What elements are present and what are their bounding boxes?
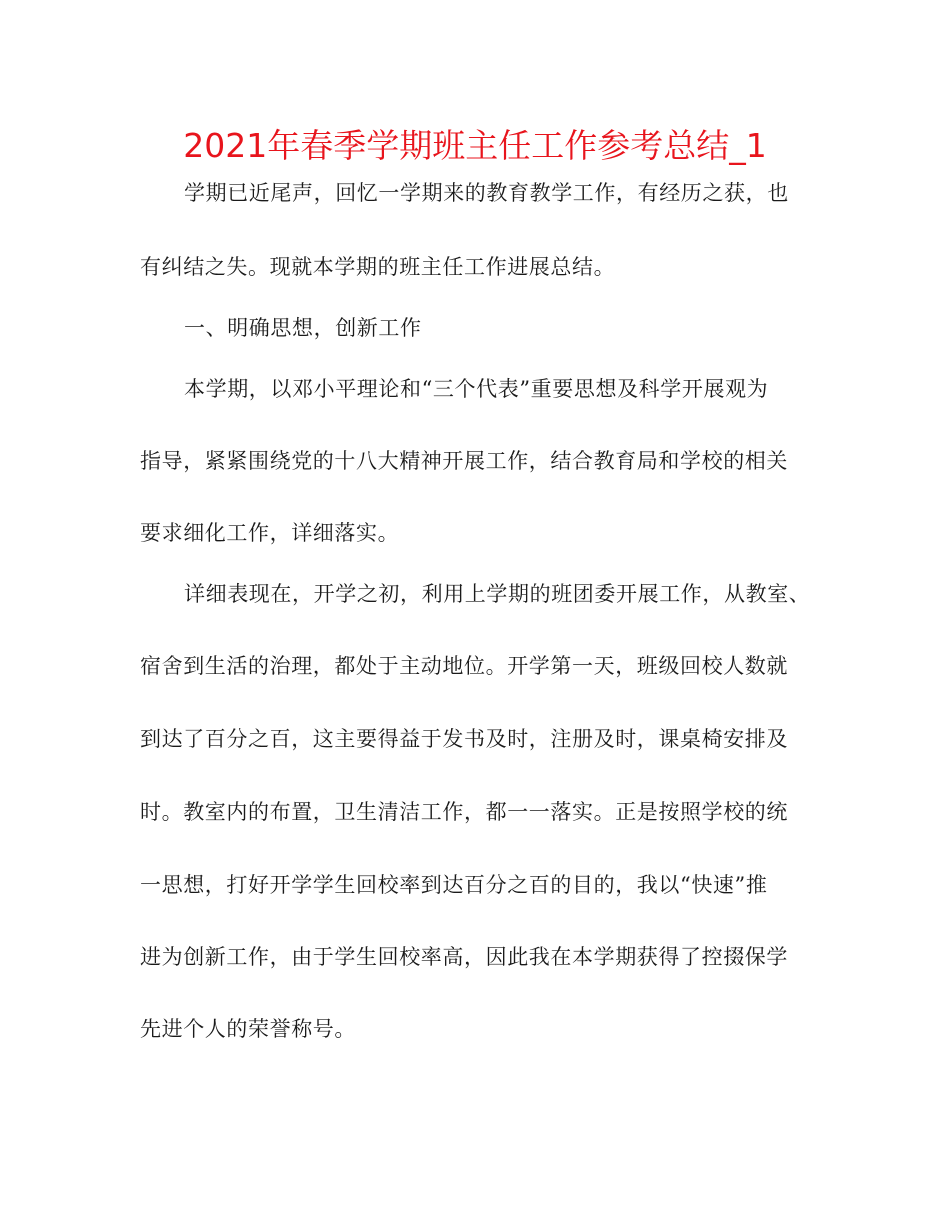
paragraph-line: 宿舍到生活的治理，都处于主动地位。开学第一天，班级回校人数就 bbox=[140, 654, 788, 678]
paragraph-line: 指导，紧紧围绕党的十八大精神开展工作，结合教育局和学校的相关 bbox=[140, 449, 788, 473]
paragraph-line: 学期已近尾声，回忆一学期来的教育教学工作，有经历之获，也 bbox=[184, 181, 789, 205]
paragraph-line: 先进个人的荣誉称号。 bbox=[140, 1017, 356, 1041]
section-heading: 一、明确思想，创新工作 bbox=[184, 316, 422, 340]
paragraph-line: 进为创新工作，由于学生回校率高，因此我在本学期获得了控掇保学 bbox=[140, 945, 788, 969]
paragraph-line: 本学期，以邓小平理论和“三个代表”重要思想及科学开展观为 bbox=[184, 377, 769, 401]
paragraph-line: 要求细化工作，详细落实。 bbox=[140, 521, 400, 545]
paragraph-line: 一思想，打好开学学生回校率到达百分之百的目的，我以“快速”推 bbox=[140, 873, 768, 897]
paragraph-line: 到达了百分之百，这主要得益于发书及时，注册及时，课桌椅安排及 bbox=[140, 727, 788, 751]
document-title: 2021年春季学期班主任工作参考总结_1 bbox=[183, 126, 767, 165]
paragraph-line: 时。教室内的布置，卫生清洁工作，都一一落实。正是按照学校的统 bbox=[140, 800, 788, 824]
paragraph-line: 有纠结之失。现就本学期的班主任工作进展总结。 bbox=[140, 255, 616, 279]
paragraph-line: 详细表现在，开学之初，利用上学期的班团委开展工作，从教室、 bbox=[184, 582, 811, 606]
